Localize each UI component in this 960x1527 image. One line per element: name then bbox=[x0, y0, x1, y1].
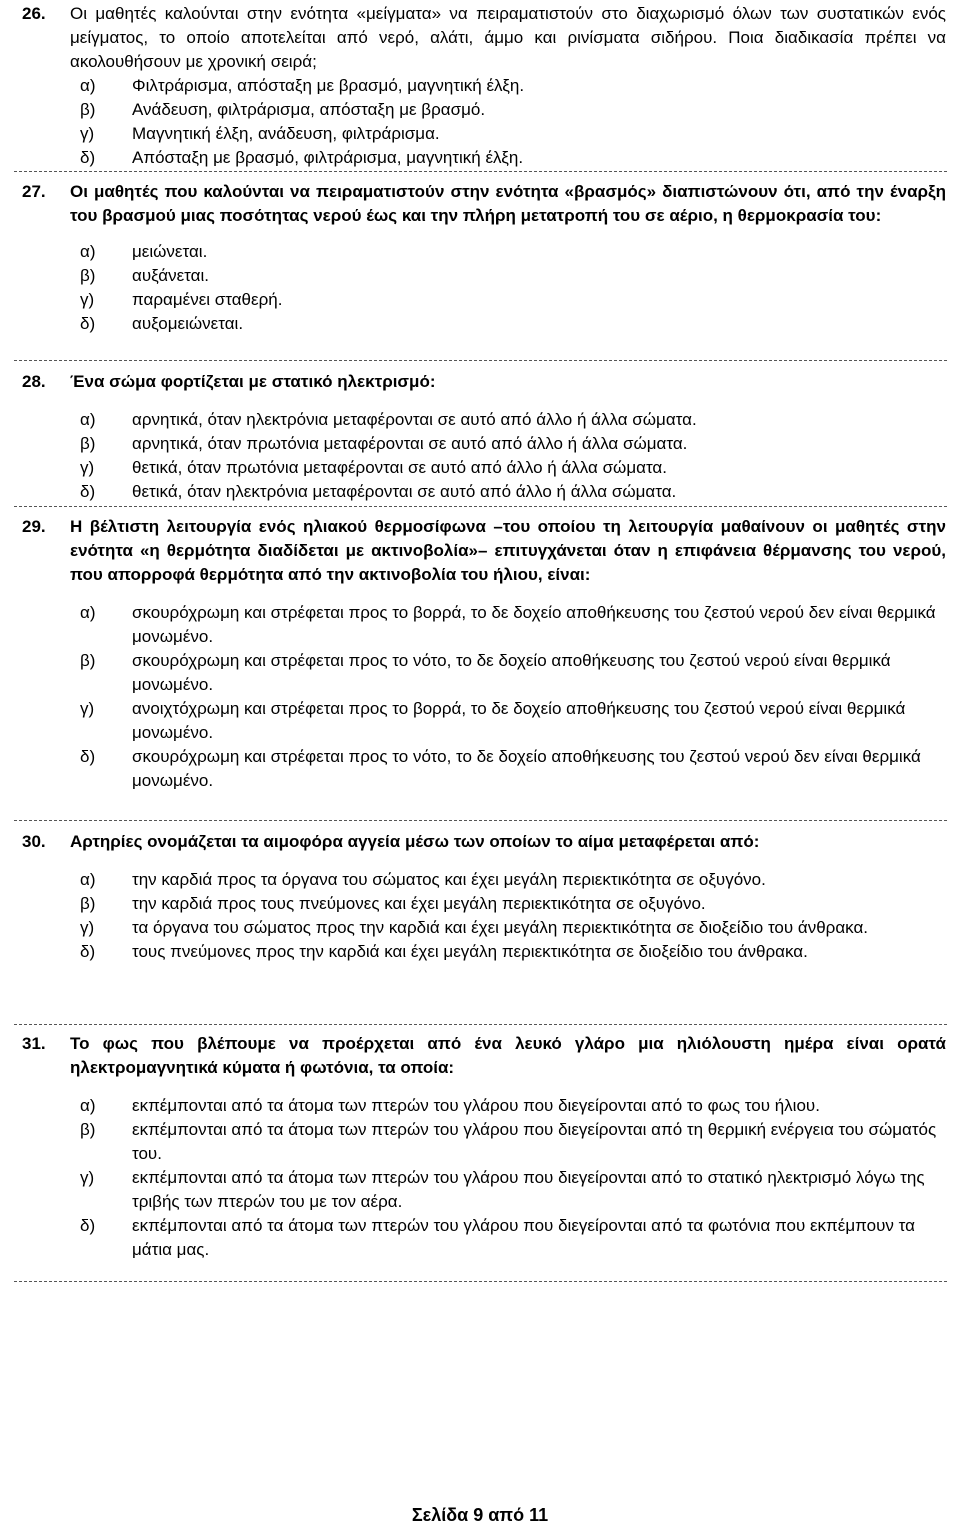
option-text: αρνητικά, όταν ηλεκτρόνια μεταφέρονται σε αυτό από άλλο ή άλλα σώματα. bbox=[132, 410, 697, 429]
question-number: 27. bbox=[22, 182, 46, 201]
option-label: α) bbox=[80, 410, 96, 429]
option-text: την καρδιά προς τα όργανα του σώματος και έχει μεγάλη περιεκτικότητα σε οξυγόνο. bbox=[132, 870, 766, 889]
question-text: Αρτηρίες ονομάζεται τα αιμοφόρα αγγεία μέσω των οποίων το αίμα μεταφέρεται από: bbox=[70, 832, 760, 851]
option-d bbox=[80, 312, 948, 336]
option-label: γ) bbox=[80, 290, 95, 309]
option-label: γ) bbox=[80, 1168, 95, 1187]
option-list bbox=[80, 240, 948, 336]
question-text: Το φως που βλέπουμε να προέρχεται από ένα λευκό γλάρο μια ηλιόλουστη ημέρα είναι ορατά ηλεκτρομαγνητικά κύματα ή φωτόνια, τα οποία: bbox=[70, 1034, 946, 1077]
option-text: Μαγνητική έλξη, ανάδευση, φιλτράρισμα. bbox=[132, 124, 440, 143]
option-text: ανοιχτόχρωμη και στρέφεται προς το βορρά, το δε δοχείο αποθήκευσης του ζεστού νερού είναι θερμικά μονωμένο. bbox=[132, 699, 906, 742]
option-c bbox=[80, 697, 948, 745]
question-text: Ένα σώμα φορτίζεται με στατικό ηλεκτρισμό: bbox=[70, 372, 436, 391]
option-label: δ) bbox=[80, 942, 96, 961]
option-label: γ) bbox=[80, 124, 95, 143]
page-number: Σελίδα 9 από 11 bbox=[411, 1505, 549, 1525]
option-text: τα όργανα του σώματος προς την καρδιά και έχει μεγάλη περιεκτικότητα σε διοξείδιο του άνθρακα. bbox=[132, 918, 869, 937]
option-list bbox=[80, 1094, 948, 1262]
option-text: τους πνεύμονες προς την καρδιά και έχει μεγάλη περιεκτικότητα σε διοξείδιο του άνθρακα. bbox=[132, 942, 808, 961]
option-label: β) bbox=[80, 894, 96, 913]
option-d bbox=[80, 146, 948, 170]
option-a bbox=[80, 1094, 948, 1118]
question-text: Η βέλτιστη λειτουργία ενός ηλιακού θερμοσίφωνα –του οποίου τη λειτουργία μαθαίνουν οι μαθητές στην ενότητα «η θερμότητα διαδίδεται με ακτινοβολία»– επιτυγχάνεται όταν η επιφάνεια θέρμανσης του νερού, που απορροφά θερμότητα από την ακτινοβολία του ήλιου, είναι: bbox=[70, 517, 946, 584]
option-d bbox=[80, 745, 948, 793]
option-label: γ) bbox=[80, 918, 95, 937]
option-text: θετικά, όταν ηλεκτρόνια μεταφέρονται σε αυτό από άλλο ή άλλα σώματα. bbox=[132, 482, 677, 501]
option-a bbox=[80, 868, 948, 892]
option-label: β) bbox=[80, 266, 96, 285]
option-text: σκουρόχρωμη και στρέφεται προς το νότο, το δε δοχείο αποθήκευσης του ζεστού νερού είναι θερμικά μονωμένο. bbox=[132, 651, 891, 694]
option-list bbox=[80, 74, 948, 170]
question-number: 29. bbox=[22, 517, 46, 536]
option-text: Φιλτράρισμα, απόσταξη με βρασμό, μαγνητική έλξη. bbox=[132, 76, 525, 95]
option-text: εκπέμπονται από τα άτομα των πτερών του γλάρου που διεγείρονται από τη θερμική ενέργεια του σώματός του. bbox=[132, 1120, 937, 1163]
question-30 bbox=[0, 830, 960, 964]
option-a bbox=[80, 240, 948, 264]
option-c bbox=[80, 916, 948, 940]
question-31 bbox=[0, 1032, 960, 1262]
question-text: Οι μαθητές καλούνται στην ενότητα «μείγματα» να πειραματιστούν στο διαχωρισμό όλων των συστατικών ενός μείγματος, το οποίο αποτελείται από νερό, αλάτι, άμμο και ρινίσματα σιδήρου. Ποια διαδικασία πρέπει να ακολουθήσουν με χρονική σειρά; bbox=[70, 4, 946, 71]
question-28 bbox=[0, 370, 960, 504]
option-text: εκπέμπονται από τα άτομα των πτερών του γλάρου που διεγείρονται από το φως του ήλιου. bbox=[132, 1096, 820, 1115]
option-label: δ) bbox=[80, 1216, 96, 1235]
option-c bbox=[80, 456, 948, 480]
option-b bbox=[80, 432, 948, 456]
option-c bbox=[80, 122, 948, 146]
option-d bbox=[80, 480, 948, 504]
option-label: α) bbox=[80, 242, 96, 261]
option-label: δ) bbox=[80, 747, 96, 766]
option-label: δ) bbox=[80, 314, 96, 333]
option-text: εκπέμπονται από τα άτομα των πτερών του γλάρου που διεγείρονται από το στατικό ηλεκτρισμό λόγω της τριβής των πτερών του με τον αέρα. bbox=[132, 1168, 925, 1211]
option-label: β) bbox=[80, 1120, 96, 1139]
option-text: εκπέμπονται από τα άτομα των πτερών του γλάρου που διεγείρονται από τα φωτόνια που εκπέμπουν τα μάτια μας. bbox=[132, 1216, 915, 1259]
question-number: 26. bbox=[22, 4, 46, 23]
option-list bbox=[80, 868, 948, 964]
option-d bbox=[80, 940, 948, 964]
option-label: α) bbox=[80, 870, 96, 889]
option-a bbox=[80, 74, 948, 98]
option-b bbox=[80, 98, 948, 122]
question-divider bbox=[14, 171, 947, 172]
question-27 bbox=[0, 180, 960, 336]
question-divider bbox=[14, 360, 947, 361]
option-label: δ) bbox=[80, 482, 96, 501]
option-text: σκουρόχρωμη και στρέφεται προς το βορρά, το δε δοχείο αποθήκευσης του ζεστού νερού δεν είναι θερμικά μονωμένο. bbox=[132, 603, 936, 646]
question-divider bbox=[14, 506, 947, 507]
option-label: α) bbox=[80, 76, 96, 95]
option-label: β) bbox=[80, 100, 96, 119]
option-text: μειώνεται. bbox=[132, 242, 208, 261]
option-text: αυξάνεται. bbox=[132, 266, 209, 285]
option-text: αρνητικά, όταν πρωτόνια μεταφέρονται σε αυτό από άλλο ή άλλα σώματα. bbox=[132, 434, 688, 453]
option-list bbox=[80, 601, 948, 793]
option-d bbox=[80, 1214, 948, 1262]
option-b bbox=[80, 1118, 948, 1166]
option-text: σκουρόχρωμη και στρέφεται προς το νότο, το δε δοχείο αποθήκευσης του ζεστού νερού δεν είναι θερμικά μονωμένο. bbox=[132, 747, 921, 790]
option-text: θετικά, όταν πρωτόνια μεταφέρονται σε αυτό από άλλο ή άλλα σώματα. bbox=[132, 458, 667, 477]
option-text: την καρδιά προς τους πνεύμονες και έχει μεγάλη περιεκτικότητα σε οξυγόνο. bbox=[132, 894, 706, 913]
option-text: Απόσταξη με βρασμό, φιλτράρισμα, μαγνητική έλξη. bbox=[132, 148, 524, 167]
option-label: α) bbox=[80, 1096, 96, 1115]
question-number: 31. bbox=[22, 1034, 46, 1053]
option-c bbox=[80, 288, 948, 312]
option-label: β) bbox=[80, 651, 96, 670]
question-divider bbox=[14, 1024, 947, 1025]
option-list bbox=[80, 408, 948, 504]
option-text: Ανάδευση, φιλτράρισμα, απόσταξη με βρασμό. bbox=[132, 100, 486, 119]
option-a bbox=[80, 601, 948, 649]
option-text: αυξομειώνεται. bbox=[132, 314, 244, 333]
option-label: γ) bbox=[80, 699, 95, 718]
option-b bbox=[80, 264, 948, 288]
question-26 bbox=[0, 2, 960, 170]
option-c bbox=[80, 1166, 948, 1214]
option-label: α) bbox=[80, 603, 96, 622]
option-b bbox=[80, 892, 948, 916]
option-label: β) bbox=[80, 434, 96, 453]
question-divider bbox=[14, 820, 947, 821]
question-text: Οι μαθητές που καλούνται να πειραματιστούν στην ενότητα «βρασμός» διαπιστώνουν ότι, από την έναρξη του βρασμού μιας ποσότητας νερού έως και την πλήρη μετατροπή του σε αέριο, η θερμοκρασία του: bbox=[70, 182, 946, 225]
option-label: δ) bbox=[80, 148, 96, 167]
question-number: 30. bbox=[22, 832, 46, 851]
option-a bbox=[80, 408, 948, 432]
option-text: παραμένει σταθερή. bbox=[132, 290, 283, 309]
option-label: γ) bbox=[80, 458, 95, 477]
question-divider bbox=[14, 1281, 947, 1282]
option-b bbox=[80, 649, 948, 697]
question-29 bbox=[0, 515, 960, 793]
question-number: 28. bbox=[22, 372, 46, 391]
